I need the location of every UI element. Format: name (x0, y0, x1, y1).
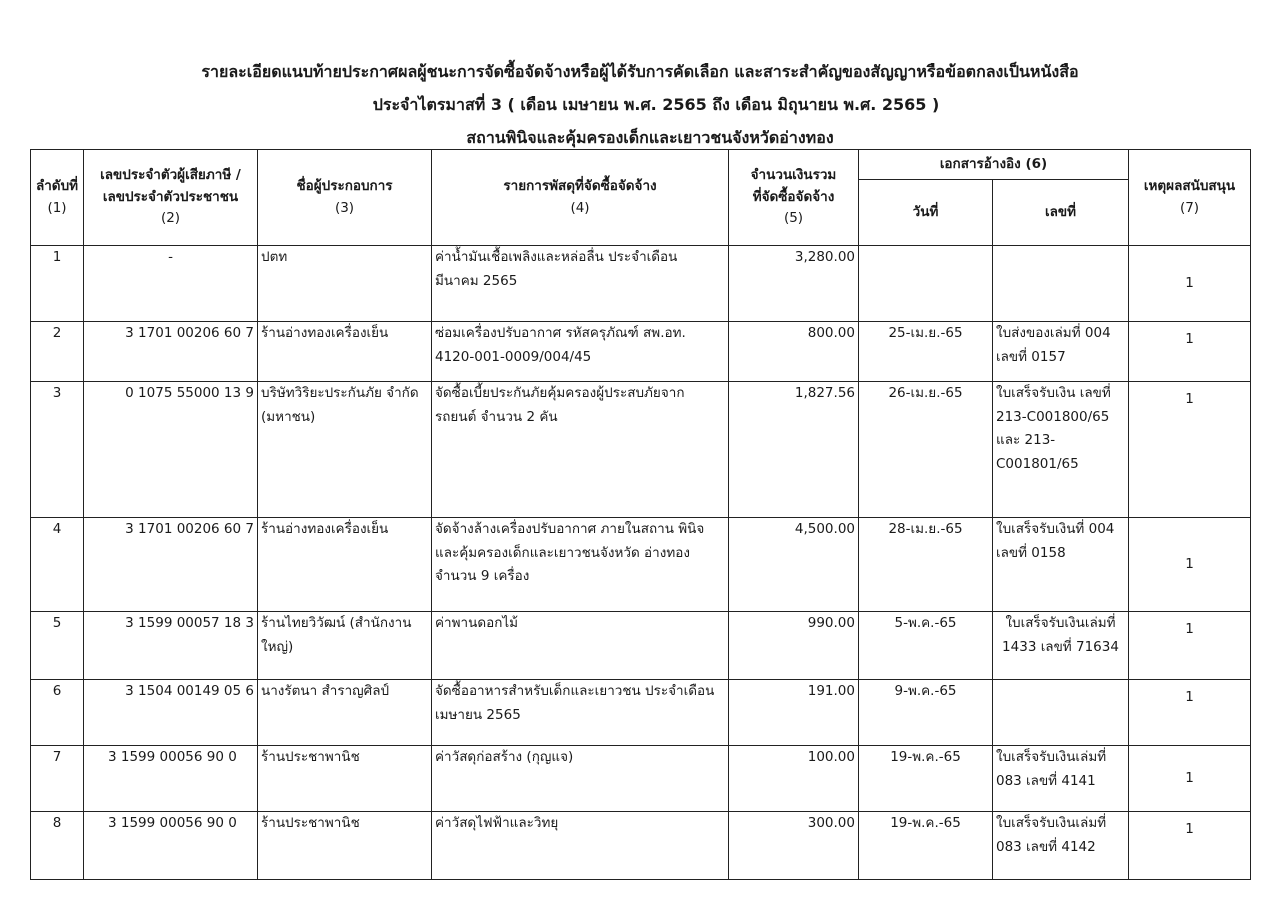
doc-title: รายละเอียดแนบท้ายประกาศผลผู้ชนะการจัดซื้อจัดจ้างหรือผู้ได้รับการคัดเลือก และสาระสำคัญของสัญญาหรือข้อตกลงเป็นหนังสือ (201, 62, 1079, 81)
table-row: 6 3 1504 00149 05 6 นางรัตนา สำราญศิลป์ จัดซื้ออาหารสำหรับเด็กและเยาวชน ประจำเดือน เมษายน 2565 191.00 9-พ.ค.-65 1 (31, 680, 1251, 746)
col-ref-header: เอกสารอ้างอิง (6) (859, 150, 1129, 180)
col-ref-no-header: เลขที่ (993, 180, 1129, 246)
table-row: 7 3 1599 00056 90 0 ร้านประชาพานิช ค่าวัสดุก่อสร้าง (กุญแจ) 100.00 19-พ.ค.-65 ใบเสร็จรับเงินเล่มที่ 083 เลขที่ 4141 1 (31, 746, 1251, 812)
table-row: 4 3 1701 00206 60 7 ร้านอ่างทองเครื่องเย็น จัดจ้างล้างเครื่องปรับอากาศ ภายในสถาน พินิจและคุ้มครองเด็กและเยาวชนจังหวัด อ่างทอง จำนวน 9 เครื่อง 4,500.00 28-เม.ย.-65 ใบเสร็จรับเงินที่ 004 เลขที่ 0158 1 (31, 518, 1251, 612)
table-row: 3 0 1075 55000 13 9 บริษัทวิริยะประกันภัย จำกัด (มหาชน) จัดซื้อเบี้ยประกันภัยคุ้มครองผู้ประสบภัยจาก รถยนต์ จำนวน 2 คัน 1,827.56 26-เม.ย.-65 ใบเสร็จรับเงิน เลขที่ 213-C001800/65 และ 213-C001801/65 1 (31, 382, 1251, 518)
col-item-header: รายการพัสดุที่จัดซื้อจัดจ้าง (4) (432, 150, 729, 246)
col-ref-date-header: วันที่ (859, 180, 993, 246)
col-tax-header: เลขประจำตัวผู้เสียภาษี / เลขประจำตัวประชาชน (2) (84, 150, 258, 246)
doc-agency: สถานพินิจและคุ้มครองเด็กและเยาวชนจังหวัดอ่างทอง (466, 128, 834, 147)
col-no-header: ลำดับที่ (1) (31, 150, 84, 246)
procurement-table (30, 149, 1251, 880)
table-row: 5 3 1599 00057 18 3 ร้านไทยวิวัฒน์ (สำนักงาน ใหญ่) ค่าพานดอกไม้ 990.00 5-พ.ค.-65 ใบเสร็จรับเงินเล่มที่ 1433 เลขที่ 71634 1 (31, 612, 1251, 680)
col-amount-header: จำนวนเงินรวม ที่จัดซื้อจัดจ้าง (5) (729, 150, 859, 246)
col-reason-header: เหตุผลสนับสนุน (7) (1129, 150, 1251, 246)
table-row: 2 3 1701 00206 60 7 ร้านอ่างทองเครื่องเย็น ซ่อมเครื่องปรับอากาศ รหัสครุภัณฑ์ สพ.อท. 4120-001-0009/004/45 800.00 25-เม.ย.-65 ใบส่งของเล่มที่ 004 เลขที่ 0157 1 (31, 322, 1251, 382)
doc-period: ประจำไตรมาสที่ 3 ( เดือน เมษายน พ.ศ. 2565 ถึง เดือน มิถุนายน พ.ศ. 2565 ) (372, 95, 940, 114)
table-row: 8 3 1599 00056 90 0 ร้านประชาพานิช ค่าวัสดุไฟฟ้าและวิทยุ 300.00 19-พ.ค.-65 ใบเสร็จรับเงินเล่มที่ 083 เลขที่ 4142 1 (31, 812, 1251, 880)
col-vendor-header: ชื่อผู้ประกอบการ (3) (258, 150, 432, 246)
table-row: 1 - ปตท ค่าน้ำมันเชื้อเพลิงและหล่อลื่น ประจำเดือน มีนาคม 2565 3,280.00 1 (31, 246, 1251, 322)
